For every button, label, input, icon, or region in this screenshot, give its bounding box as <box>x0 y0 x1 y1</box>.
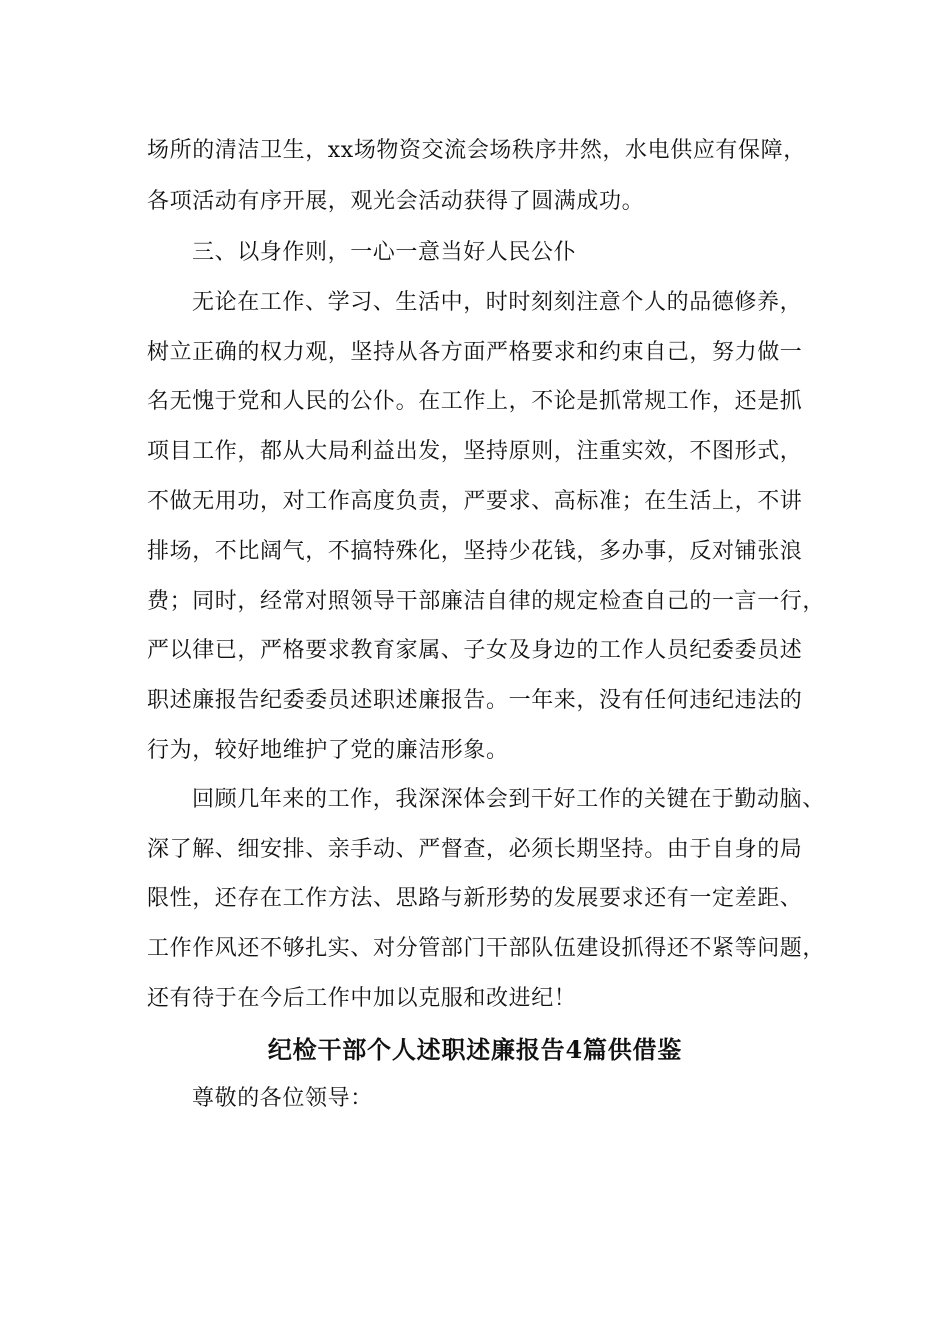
paragraph-line: 还有待于在今后工作中加以克服和改进纪！ <box>147 986 577 1011</box>
paragraph-line: 职述廉报告纪委委员述职述廉报告。一年来，没有任何违纪违法的 <box>147 688 803 713</box>
paragraph-line: 行为，较好地维护了党的廉洁形象。 <box>147 738 509 763</box>
paragraph-line: 树立正确的权力观，坚持从各方面严格要求和约束自己，努力做一 <box>147 340 803 365</box>
paragraph-line: 限性，还存在工作方法、思路与新形势的发展要求还有一定差距、 <box>147 886 803 911</box>
paragraph-line: 场所的清洁卫生，xx场物资交流会场秩序井然，水电供应有保障， <box>147 138 806 163</box>
section-heading: 三、以身作则，一心一意当好人民公仆 <box>192 240 577 265</box>
paragraph-line: 项目工作，都从大局利益出发，坚持原则，注重实效，不图形式， <box>147 439 803 464</box>
salutation: 尊敬的各位领导： <box>192 1086 373 1111</box>
paragraph-line: 严以律已，严格要求教育家属、子女及身边的工作人员纪委委员述 <box>147 638 803 663</box>
document-title: 纪检干部个人述职述廉报告4篇供借鉴 <box>267 1035 683 1064</box>
paragraph-line: 费；同时，经常对照领导干部廉洁自律的规定检查自己的一言一行， <box>147 589 826 614</box>
paragraph-line: 回顾几年来的工作，我深深体会到干好工作的关键在于勤动脑、 <box>192 787 825 812</box>
paragraph-line: 排场，不比阔气，不搞特殊化，坚持少花钱，多办事，反对铺张浪 <box>147 539 803 564</box>
paragraph-line: 不做无用功，对工作高度负责，严要求、高标准；在生活上，不讲 <box>147 489 803 514</box>
paragraph-line: 工作作风还不够扎实、对分管部门干部队伍建设抓得还不紧等问题， <box>147 936 826 961</box>
paragraph-line: 各项活动有序开展，观光会活动获得了圆满成功。 <box>147 189 645 214</box>
paragraph-line: 深了解、细安排、亲手动、严督查，必须长期坚持。由于自身的局 <box>147 837 803 862</box>
paragraph-line: 名无愧于党和人民的公仆。在工作上，不论是抓常规工作，还是抓 <box>147 389 803 414</box>
paragraph-line: 无论在工作、学习、生活中，时时刻刻注意个人的品德修养， <box>192 290 803 315</box>
